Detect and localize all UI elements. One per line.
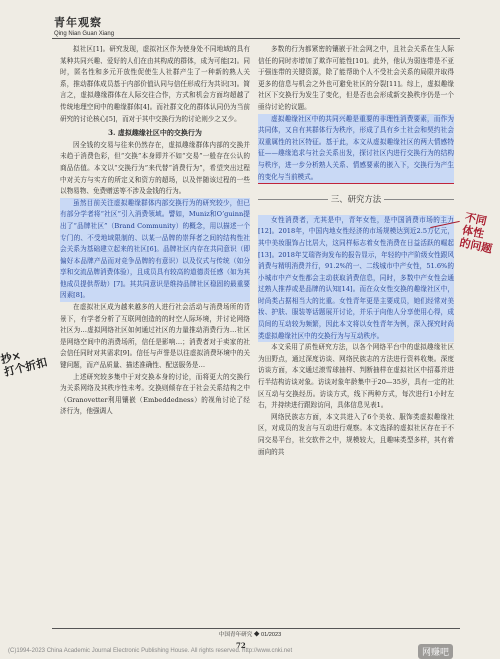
journal-section-pinyin: Qing Nian Guan Xiang <box>54 31 115 37</box>
paragraph: 因全钱的交易与往来仍然存在，虚拟趣缘群体内部的交换并未趋于消费色彩，但“交换”本身即并不如“交易”一般存在公认的商品估值。本文以“交换行为”来代替“消费行为”，希望突出过程中对关方与实方的所定义和资方的超场，以及伴随该过程的一些以物易物、免费赠送等不涉及金钱的行为。 <box>60 140 250 196</box>
paragraph: 在虚拟社区成为越来越多的人进行社会活动与消费场所的背景下，有学者分析了互联网创造的的时空人际环境，并讨论网络社区为…虚拟网络社区如何通过社区的力量推动消费行为…社区是网络空间中的消费场所，信任是影响…；消费者对于卖家的社会信任同时对其需求[9]。信任与声誉是以往虚拟消费环境中的关键问题，而产品质量、描述准确性、配送服务是… <box>60 303 250 370</box>
header-rule <box>52 38 460 39</box>
journal-section-title: 青年观察 <box>54 16 102 29</box>
handwritten-note-left: 抄× 打个折扣 <box>0 348 49 379</box>
copyright-line: (C)1994-2023 China Academic Journal Electronic Publishing House. All rights reserved. http://www.cnki.net <box>8 648 293 654</box>
watermark-badge: 网赚吧 <box>418 644 453 659</box>
paragraph-highlighted: 虽然目前关注虚拟趣缘群体内部交换行为的研究较少，但已有部分学者将“社区”引入消费领域。譬如，Muniz和O’guinn提出了“品牌社区”（Brand Community）的概念，用以描述一个专门的、不受地域限制的、以某一品牌的崇拜者之间的结构性社会关系为基础建立起来的社区[6]。品牌社区内存在共同意识（即偏好本品牌产品而对竞争品牌的有意识）以及仪式与传统（如分享和交流品牌消费体验），且成员具有较高的道德责任感（如为其他成员提供帮助）[7]。其共同意识是维持品牌社区稳固的最重要因素[8]。 <box>60 198 250 302</box>
paragraph-highlighted: 虚拟趣缘社区中的共同兴趣是重要的非理性消费要素，而作为共同体，又自有其群体行为秩序，形成了具有乡土社会和契约社会双重属性的社区特征。基于此，本文从虚拟趣缘社区的两大情感特征——趣缘追求与社会关系出发，探讨社区内进行交换行为的结构与秩序，进一步分析熟人关系、情感要素的嵌入下，交换行为产生的变化与当前模式。 <box>258 114 454 185</box>
paragraph: 本文采用了质性研究方法，以各个网络平台中的虚拟趣缘社区为田野点，通过深度访谈、网络民族志的方法进行资料收集。深度访谈方面，本文通过滚雪球抽样、判断抽样在虚拟社区中招募并进行半结构访谈对象。访谈对象年龄集中于20—35岁，具有一定的社区互动与交换经历。访谈方式，线下两种方式，每次进行1小时左右，并持续进行跟踪访问，具体信息见表1。 <box>258 343 454 410</box>
paragraph: 拟社区[1]。研究发现，虚拟社区作为使身处不同地域的具有某种共同兴趣、爱好的人们在由其构成的群体，成为可能[2]。同时，匿名性和多元开放性促使生人社群产生了一种新的熟人关系，推动群体成员基于内部价值认同与信任形成行为共识[3]。简言之，虚拟趣缘群体在人际交往合作，方式和机会方面均超越了传统地理空间中的趣缘群体[4]。而社群文化的群体认同仍为当前研究的讨论核心[5]，而对于其中交换行为的讨论则少之又少。 <box>60 45 250 123</box>
left-column <box>60 44 250 418</box>
subsection-heading: 3. 虚拟趣缘社区中的交换行为 <box>108 128 202 138</box>
footer-rule <box>52 628 460 629</box>
paragraph-highlighted: 女性消费者，尤其是中，青年女性，是中国消费市场的主力[12]。2018年，中国内地女性经济的市场规模达到近2.5万亿元，其中美妆服饰占比居大，这同样标志着女性消费在日益活跃的崛起[13]。2018年艾瑞咨询发布的报告显示，年轻的中产阶级女性跟风消费与精明消费并行，91.2%的一、二线城市中产女性，51.6%的小城市中产女性都会主动获取消费信息，同时，多数中产女性会通过熟人推荐或是品牌的认知[14]。而在众女性交换的趣缘社区中，时尚类占据相当大的比重。女性青年更是主要成员，她们经常对美妆、护肤、服装等话题展开讨论，并乐于向他人分享使用心得，成员间的互动较为频繁，因此本文将以女性青年为例，深入探究时尚类虚拟趣缘社区中的交换行为与互动秩序。 <box>258 215 454 343</box>
running-header <box>54 14 114 37</box>
right-column <box>258 44 454 458</box>
handwritten-note-right: 不同 体性 的问题 <box>458 210 494 256</box>
footer-journal: 中国青年研究 ◆ 01/2023 <box>218 632 282 638</box>
page-number: 72 <box>236 641 246 650</box>
paragraph: 上述研究较多集中于对交换本身的讨论，而将更大的交换行为关系网络及其秩序性未考。交换则倾存在于社会关系结构之中（Granovetter利用镶嵌（Embeddedness）的视角讨论了经济行为，他强调人 <box>60 372 250 416</box>
paragraph: 网络民族志方面，本文共进入了6个美妆、服饰类虚拟趣缘社区，对成员的发言与互动进行观察。本文选择的虚拟社区存在于不同交易平台，社交软件之中，规模较大，且趣味类型多样，其有着面向的共 <box>258 412 454 456</box>
section-heading: 三、研究方法 <box>258 194 454 206</box>
paragraph: 多数的行为都紧密的镶嵌于社会网之中，且社会关系在生人际信任的同时亦增加了欺诈可能性[10]。此外，他认为弱连带是不亚于强连带的关键资源，除了能帮助个人不受社会关系的局限并取得更多的信息与机会之外也可避免社区的分裂[11]。综上，虚拟趣缘社区下交换行为发生了变化，但是否也会形成新交换秩序仍是一个亟待讨论的议题。 <box>258 45 454 111</box>
